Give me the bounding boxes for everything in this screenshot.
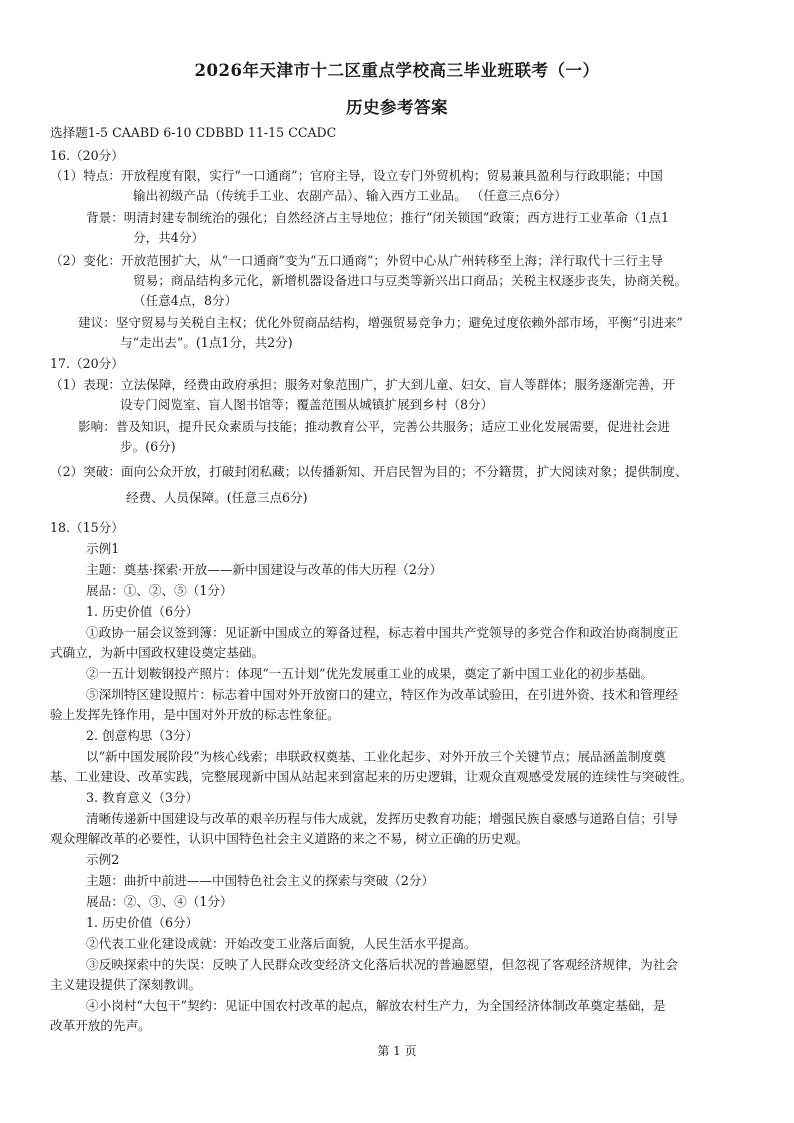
choice-answers: 选择题1-5 CAABD 6-10 CDBBD 11-15 CCADC: [50, 125, 337, 140]
q18-example1-text-line: 以“新中国发展阶段”为核心线索；串联政权奠基、工业化起步、对外开放三个关键节点；展品涵盖制度奠: [86, 749, 666, 764]
q17-heading: 17.（20分）: [50, 356, 124, 371]
q16-part1-line: 输出初级产品（传统手工业、农副产品）、输入西方工业品。 （任意三点6分）: [133, 188, 567, 203]
q16-background-line: 背景：明清封建专制统治的强化；自然经济占主导地位；推行“闭关锁国”政策；西方进行工业革命（1点1: [86, 210, 670, 225]
q18-example1-text-line: ⑤深圳特区建设照片：标志着中国对外开放窗口的建立，特区作为改革试验田，在引进外资、技术和管理经: [86, 687, 678, 702]
q18-example1-text-line: 式确立，为新中国政权建设奠定基础。: [50, 645, 265, 660]
q16-background-line: 分，共4分）: [133, 230, 204, 245]
q18-example2-text-line: 主义建设提供了深刻教训。: [50, 977, 202, 992]
q18-example1-text-line: 观众理解改革的必要性，认识中国特色社会主义道路的来之不易，树立正确的历史观。: [50, 831, 529, 846]
q18-example1-text-line: 基、工业建设、改革实践，完整展现新中国从站起来到富起来的历史逻辑，让观众直观感受发展的连续性与突破性。: [50, 769, 693, 784]
q18-example1-section: 2. 创意构思（3分）: [86, 728, 199, 743]
q17-part1-line: （1）表现：立法保障，经费由政府承担；服务对象范围广，扩大到儿童、妇女、盲人等群体；服务逐渐完善，开: [50, 377, 676, 392]
q18-example1-text-line: 清晰传递新中国建设与改革的艰辛历程与伟大成就，发挥历史教育功能；增强民族自豪感与道路自信；引导: [86, 811, 678, 826]
q18-example1-text-line: ①政协一届会议签到簿：见证新中国成立的筹备过程，标志着中国共产党领导的多党合作和政治协商制度正: [86, 625, 678, 640]
q18-example2-text-line: 改革开放的先声。: [50, 1018, 151, 1033]
q17-influence-line: 步。(6分): [120, 439, 176, 454]
q18-example1-section: 1. 历史价值（6分）: [86, 604, 199, 619]
q16-suggestion-line: 建议：坚守贸易与关税自主权；优化外贸商品结构，增强贸易竞争力；避免过度依赖外部市场，平衡“引进来”: [78, 315, 683, 330]
q17-part2-line: 经费、人员保障。(任意三点6分): [126, 490, 308, 505]
q18-example1-text-line: ②一五计划鞍钢投产照片：体现“一五计划”优先发展重工业的成果，奠定了新中国工业化的初步基础。: [86, 666, 654, 681]
q18-example2-text-line: ④小岗村“大包干”契约：见证中国农村改革的起点，解放农村生产力，为全国经济体制改革奠定基础，是: [86, 998, 666, 1013]
q18-example2-theme: 主题：曲折中前进——中国特色社会主义的探索与突破（2分）: [86, 873, 435, 888]
q18-example2-text-line: ③反映探索中的失误：反映了人民群众改变经济文化落后状况的普遍愿望，但忽视了客观经济规律，为社会: [86, 957, 678, 972]
q18-example2-exhibits: 展品：②、③、④（1分）: [86, 894, 233, 909]
q18-example1-text-line: 验上发挥先锋作用，是中国对外开放的标志性象征。: [50, 707, 340, 722]
q18-heading: 18.（15分）: [50, 520, 124, 535]
q16-part2-line: 贸易；商品结构多元化，新增机器设备进口与豆类等新兴出口商品；关税主权逐步丧失，协商关税。: [133, 273, 688, 288]
q17-influence-line: 影响：普及知识，提升民众素质与技能；推动教育公平，完善公共服务；适应工业化发展需要，促进社会进: [78, 419, 670, 434]
q18-example1-theme: 主题：奠基·探索·开放——新中国建设与改革的伟大历程（2分）: [86, 562, 443, 577]
q16-heading: 16.（20分）: [50, 148, 124, 163]
q18-example2-text-line: ②代表工业化建设成就：开始改变工业落后面貌，人民生活水平提高。: [86, 936, 477, 951]
q17-part1-line: 设专门阅览室、盲人图书馆等；覆盖范围从城镇扩展到乡村（8分）: [120, 397, 494, 412]
q18-example1-exhibits: 展品：①、②、⑤（1分）: [86, 583, 233, 598]
page-number: 第 1 页: [377, 1044, 417, 1058]
q18-example1-label: 示例1: [86, 541, 120, 556]
q18-example2-label: 示例2: [86, 852, 120, 867]
q17-part2-line: （2）突破：面向公众开放，打破封闭私藏；以传播新知、开启民智为目的；不分籍贯，扩大阅读对象；提供制度、: [50, 464, 688, 479]
q18-example1-section: 3. 教育意义（3分）: [86, 790, 199, 805]
page-subtitle: 历史参考答案: [346, 98, 448, 117]
page-title: 2026年天津市十二区重点学校高三毕业班联考（一）: [194, 61, 600, 80]
q16-suggestion-line: 与“走出去”。(1点1分，共2分): [120, 335, 293, 350]
q16-part2-line: （任意4点，8分）: [133, 293, 238, 308]
q16-part2-line: （2）变化：开放范围扩大，从“一口通商”变为“五口通商”；外贸中心从广州转移至上海；洋行取代十三行主导: [50, 253, 664, 268]
q16-part1-line: （1）特点：开放程度有限，实行“一口通商”；官府主导，设立专门外贸机构；贸易兼具盈利与行政职能；中国: [50, 168, 663, 183]
q18-example2-section: 1. 历史价值（6分）: [86, 915, 199, 930]
